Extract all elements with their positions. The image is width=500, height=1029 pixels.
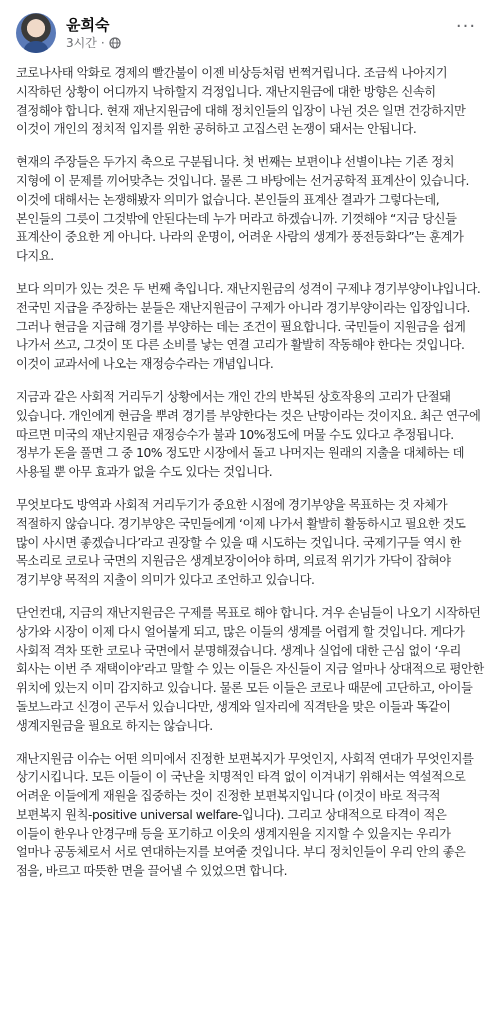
- more-options-icon[interactable]: ···: [455, 15, 477, 37]
- post-timestamp[interactable]: 3시간: [66, 36, 97, 50]
- globe-icon[interactable]: [109, 37, 121, 49]
- post-paragraph-3: 보다 의미가 있는 것은 두 번째 축입니다. 재난지원금의 성격이 구제냐 경기부양이냐입니다. 전국민 지급을 주장하는 분들은 재난지원금이 구제가 아니라 경기부양이라는 입장입니다. 그러나 현금을 지급해 경기를 부양하는 데는 조건이 필요합니다. 국민들이 지원금을 쉽게 나가서 쓰고, 그것이 또 다른 소비를 낳는 연결 고리가 활발히 작동해야 한다는 것입니다. 이것이 교과서에 나오는 재정승수라는 개념입니다.: [16, 281, 481, 372]
- post-paragraph-1: 코로나사태 악화로 경제의 빨간불이 이젠 비상등처럼 번쩍거립니다. 조금씩 나아지기 시작하던 상황이 어디까지 낙하할지 걱정입니다. 재난지원금에 대한 방향은 신속히 결정해야 합니다. 현재 재난지원금에 대해 정치인들의 입장이 나뉜 것은 일면 건강하지만 이것이 개인의 정치적 입지를 위한 공허하고 고집스런 논쟁이 돼서는 안됩니다.: [16, 66, 466, 137]
- post-subline: [66, 35, 121, 51]
- post-header: [16, 0, 484, 64]
- post-paragraph-2: 현재의 주장들은 두가지 축으로 구분됩니다. 첫 번째는 보편이냐 선별이냐는 기존 정치 지형에 이 문제를 끼어맞추는 것입니다. 물론 그 바탕에는 선거공학적 표계산이 있습니다. 이것에 대해서는 논쟁해봤자 의미가 없습니다. 본인들의 표계산 결과가 그렇다는데, 본인들의 그릇이 그것밖에 안된다는데 누가 머라고 하겠습니까. 기껏해야 “지금 당신들 표계산이 중요한 게 아니다. 나라의 운명이, 어려운 사람의 생계가 풍전등화다”는 훈계가 다지요.: [16, 155, 469, 264]
- post-paragraph-7: 재난지원금 이슈는 어떤 의미에서 진정한 보편복지가 무엇인지, 사회적 연대가 무엇인지를 상기시킵니다. 모든 이들이 이 국난을 치명적인 타격 없이 이겨내기 위해서는 역설적으로 어려운 이들에게 재원을 집중하는 것이 진정한 보편복지입니다 (이것이 바로 적극적 보편복지 원칙-positive universal welfare-입니다). 그리고 상대적으로 타격이 적은 이들이 한우나 안경구매 등을 포기하고 이웃의 생계지원을 지지할 수 있을지는 우리가 얼마나 공동체로서 서로 연대하는지를 보여줄 것입니다. 부디 정치인들이 우리 안의 좋은 점을, 바르고 따뜻한 면을 끌어낼 수 있었으면 합니다.: [16, 751, 474, 879]
- post-paragraph-4: 지금과 같은 사회적 거리두기 상황에서는 개인 간의 반복된 상호작용의 고리가 단절돼 있습니다. 개인에게 현금을 뿌려 경기를 부양한다는 것은 난망이라는 것이지요. 최근 연구에 따르면 미국의 재난지원금 재정승수가 불과 10%정도에 머물 수도 있다고 추정됩니다. 정부가 돈을 풀면 그 중 10% 정도만 시장에서 돌고 나머지는 원래의 지출을 대체하는 데 사용될 뿐 아무 효과가 없을 수도 있다는 것입니다.: [16, 389, 481, 480]
- post-meta: [66, 15, 121, 51]
- separator-dot: ·: [100, 36, 105, 50]
- author-avatar[interactable]: [16, 13, 56, 53]
- post-body: [16, 64, 484, 881]
- post-paragraph-5: 무엇보다도 방역과 사회적 거리두기가 중요한 시점에 경기부양을 목표하는 것 자체가 적절하지 않습니다. 경기부양은 국민들에게 ‘이제 나가서 활발히 활동하시고 필요한 것도 많이 사시면 좋겠습니다’라고 권장할 수 있을 때 시도하는 것입니다. 국제기구들 역시 한 목소리로 코로나 국면의 지원금은 생계보장이어야 하며, 의료적 위기가 가닥이 잡혀야 경기부양 목적의 지출이 의미가 있다고 조언하고 있습니다.: [16, 497, 466, 588]
- author-name[interactable]: 윤희숙: [66, 16, 110, 34]
- post-paragraph-6: 단언컨대, 지금의 재난지원금은 구제를 목표로 해야 합니다. 겨우 손님들이 나오기 시작하던 상가와 시장이 이제 다시 얼어붙게 되고, 많은 이들의 생계를 어렵게 할 것입니다. 게다가 사회적 격차 또한 코로나 국면에서 분명해졌습니다. 생계나 실업에 대한 근심 없이 ‘우리 회사는 이번 주 재택이야’라고 말할 수 있는 이들은 자신들이 지금 얼마나 상대적으로 평안한 위치에 있는지 이미 감지하고 있습니다. 물론 모든 이들은 코로나 때문에 고단하고, 아이들 돌보느라고 신경이 곤두서 있습니다만, 생계와 일자리에 직격탄을 맞은 이들과 똑같이 생계지원금을 필요로 하지는 않습니다.: [16, 605, 484, 733]
